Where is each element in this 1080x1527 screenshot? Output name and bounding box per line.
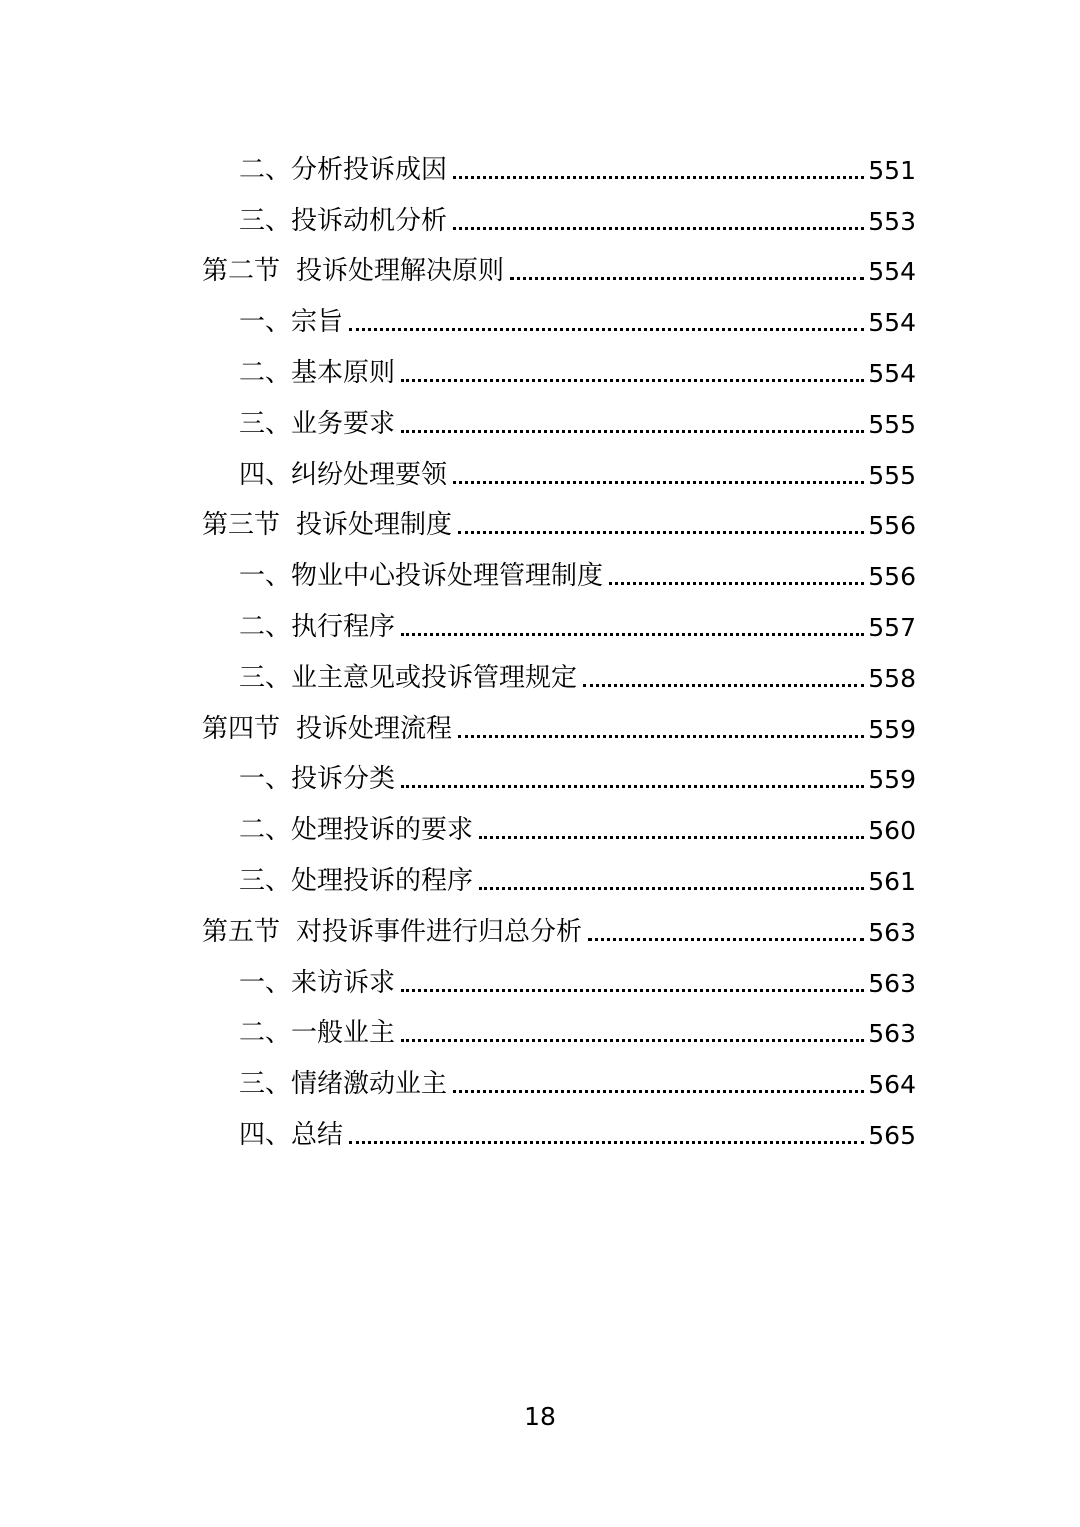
toc-dot-leader (458, 735, 864, 738)
toc-dot-leader (453, 227, 864, 230)
toc-entry-page: 555 (868, 460, 916, 490)
toc-dot-leader (479, 887, 864, 890)
toc-entry-page: 557 (868, 612, 916, 642)
toc-entry-label: 三、业务要求 (239, 408, 396, 439)
toc-section-entry[interactable] (202, 695, 916, 746)
toc-entry-label: 二、分析投诉成因 (239, 154, 448, 185)
toc-entry-page: 563 (868, 1019, 916, 1049)
toc-entry[interactable] (202, 949, 916, 1000)
toc-section-label (202, 916, 583, 949)
toc-entry-page: 563 (868, 917, 916, 947)
toc-entry-label: 二、执行程序 (239, 611, 396, 642)
toc-entry-label: 四、总结 (239, 1119, 344, 1150)
toc-entry-page: 564 (868, 1070, 916, 1100)
toc-entry-page: 565 (868, 1120, 916, 1150)
toc-entry-label: 二、处理投诉的要求 (239, 815, 474, 846)
toc-entry-label: 一、来访诉求 (239, 967, 396, 998)
toc-section-title: 投诉处理解决原则 (296, 256, 505, 287)
toc-section-entry[interactable] (202, 898, 916, 949)
toc-entry-page: 556 (868, 562, 916, 592)
toc-entry[interactable] (202, 1000, 916, 1051)
toc-dot-leader (349, 1141, 864, 1144)
toc-entry-page: 553 (868, 206, 916, 236)
toc-dot-leader (583, 684, 864, 687)
toc-entry[interactable] (202, 847, 916, 898)
toc-section-title: 投诉处理制度 (296, 510, 453, 541)
toc-dot-leader (401, 785, 864, 788)
toc-section-entry[interactable] (202, 492, 916, 543)
toc-entry[interactable] (202, 187, 916, 238)
toc-entry[interactable] (202, 1101, 916, 1152)
toc-section-title: 投诉处理流程 (296, 713, 453, 744)
toc-dot-leader (609, 582, 864, 585)
page-number: 18 (524, 1402, 556, 1431)
toc-entry[interactable] (202, 136, 916, 187)
toc-entry-page: 554 (868, 257, 916, 287)
toc-entry-label: 三、处理投诉的程序 (239, 865, 474, 896)
toc-entry[interactable] (202, 796, 916, 847)
toc-section-entry[interactable] (202, 238, 916, 289)
toc-dot-leader (401, 430, 864, 433)
toc-entry[interactable] (202, 593, 916, 644)
toc-dot-leader (453, 1090, 864, 1093)
toc-entry-page: 551 (868, 155, 916, 185)
toc-entry-label: 一、投诉分类 (239, 764, 396, 795)
toc-entry-page: 561 (868, 866, 916, 896)
toc-entry-page: 555 (868, 409, 916, 439)
toc-entry[interactable] (202, 339, 916, 390)
toc-entry-page: 554 (868, 308, 916, 338)
toc-entry[interactable] (202, 441, 916, 492)
table-of-contents (202, 136, 916, 1152)
toc-entry-page: 556 (868, 511, 916, 541)
toc-section-prefix: 第四节 (202, 713, 281, 744)
toc-entry-page: 563 (868, 968, 916, 998)
toc-dot-leader (588, 938, 864, 941)
toc-entry[interactable] (202, 542, 916, 593)
toc-dot-leader (401, 1039, 864, 1042)
toc-entry-label: 四、纠纷处理要领 (239, 459, 448, 490)
toc-section-prefix: 第三节 (202, 510, 281, 541)
toc-section-title: 对投诉事件进行归总分析 (296, 916, 583, 947)
toc-entry-page: 554 (868, 358, 916, 388)
toc-entry-label: 一、宗旨 (239, 307, 344, 338)
toc-section-label (202, 258, 504, 288)
toc-entry[interactable] (202, 644, 916, 695)
toc-section-prefix: 第五节 (202, 916, 281, 947)
toc-dot-leader (479, 836, 864, 839)
toc-entry-page: 559 (868, 765, 916, 795)
toc-dot-leader (401, 989, 864, 992)
toc-entry-label: 一、物业中心投诉处理管理制度 (239, 561, 604, 592)
toc-section-label (202, 512, 452, 542)
toc-entry-label: 二、一般业主 (239, 1018, 396, 1049)
toc-dot-leader (453, 176, 864, 179)
toc-entry[interactable] (202, 288, 916, 339)
toc-entry-label: 三、情绪激动业主 (239, 1069, 448, 1100)
toc-entry-page: 558 (868, 663, 916, 693)
toc-entry-label: 三、业主意见或投诉管理规定 (239, 662, 578, 693)
toc-entry-page: 559 (868, 714, 916, 744)
toc-section-prefix: 第二节 (202, 256, 281, 287)
toc-entry-label: 二、基本原则 (239, 357, 396, 388)
toc-entry-page: 560 (868, 816, 916, 846)
toc-dot-leader (510, 277, 864, 280)
toc-entry[interactable] (202, 390, 916, 441)
toc-dot-leader (458, 531, 864, 534)
toc-dot-leader (349, 328, 864, 331)
toc-dot-leader (453, 481, 864, 484)
toc-dot-leader (401, 379, 864, 382)
toc-entry-label: 三、投诉动机分析 (239, 205, 448, 236)
toc-dot-leader (401, 633, 864, 636)
toc-section-label (202, 713, 453, 746)
toc-entry[interactable] (202, 1050, 916, 1101)
toc-entry[interactable] (202, 746, 916, 797)
